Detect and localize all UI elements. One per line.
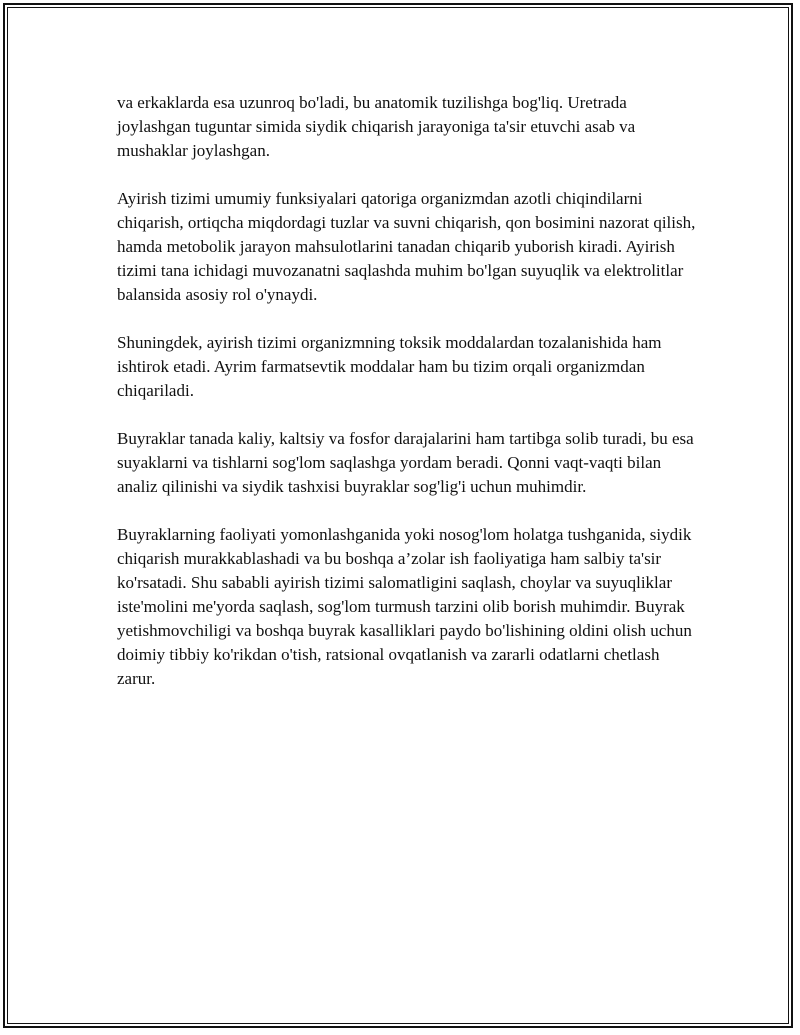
document-body xyxy=(117,91,697,715)
paragraph-1: va erkaklarda esa uzunroq bo'ladi, bu anatomik tuzilishga bog'liq. Uretrada joylashgan tuguntar simida siydik chiqarish jarayoniga ta'sir etuvchi asab va mushaklar joylashgan. xyxy=(117,93,636,160)
paragraph-2: Ayirish tizimi umumiy funksiyalari qatoriga organizmdan azotli chiqindilarni chiqarish, ortiqcha miqdordagi tuzlar va suvni chiqarish, qon bosimini nazorat qilish, hamda metobolik jarayon mahsulotlarini tanadan chiqarib yuborish kiradi. Ayirish tizimi tana ichidagi muvozanatni saqlashda muhim bo'lgan suyuqlik va elektrolitlar balansida asosiy rol o'ynaydi. xyxy=(117,189,696,304)
paragraph-4: Buyraklar tanada kaliy, kaltsiy va fosfor darajalarini ham tartibga solib turadi, bu esa suyaklarni va tishlarni sog'lom saqlashga yordam beradi. Qonni vaqt-vaqti bilan analiz qilinishi va siydik tashxisi buyraklar sog'lig'i uchun muhimdir. xyxy=(117,429,694,496)
paragraph-3: Shuningdek, ayirish tizimi organizmning toksik moddalardan tozalanishida ham ishtirok etadi. Ayrim farmatsevtik moddalar ham bu tizim orqali organizmdan chiqariladi. xyxy=(117,333,662,400)
paragraph-5: Buyraklarning faoliyati yomonlashganida yoki nosog'lom holatga tushganida, siydik chiqarish murakkablashadi va bu boshqa a’zolar ish faoliyatiga ham salbiy ta'sir ko'rsatadi. Shu sababli ayirish tizimi salomatligini saqlash, choylar va suyuqliklar iste'molini me'yorda saqlash, sog'lom turmush tarzini olib borish muhimdir. Buyrak yetishmovchiligi va boshqa buyrak kasalliklari paydo bo'lishining oldini olish uchun doimiy tibbiy ko'rikdan o'tish, ratsional ovqatlanish va zararli odatlarni chetlash zarur. xyxy=(117,525,692,688)
